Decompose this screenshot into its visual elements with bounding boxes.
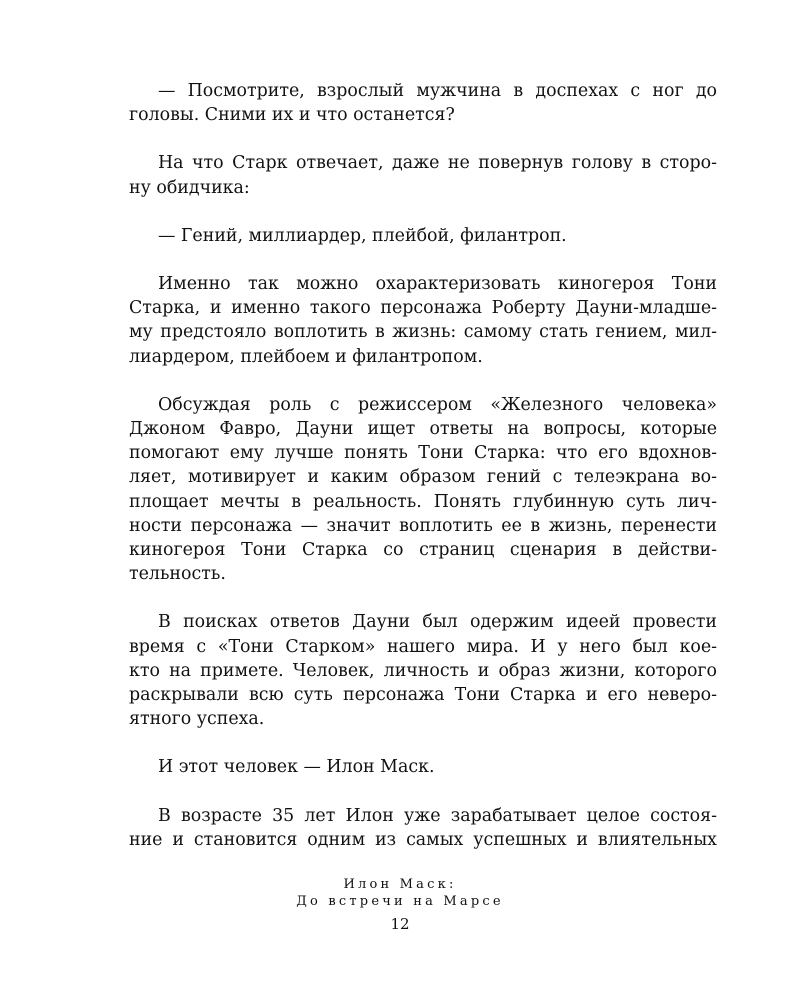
text-line: И этот человек — Илон Маск. [158,757,435,778]
text-line: ну обидчика: [129,177,250,198]
text-line: кто на примете. Человек, личность и образ жизни, которого [129,660,717,681]
text-line: — Посмотрите, взрослый мужчина в доспехах с ног до [158,81,717,101]
running-footer-title: До встречи на Марсе [296,894,504,909]
text-line: му предстояло воплотить в жизнь: самому стать гением, мил- [129,322,717,343]
text-line: помогают ему лучше понять Тони Старка: что его вдохнов- [129,443,717,464]
text-line: лиардером, плейбоем и филантропом. [129,346,483,367]
text-line: Обсуждая роль с режиссером «Железного человека» [158,394,717,415]
text-line: головы. Сними их и что останется? [129,105,455,126]
paragraph-stark-reply [129,151,717,199]
text-line: тельность. [129,564,226,585]
text-line: Старка, и именно такого персонажа Роберту Дауни-младше- [129,298,717,319]
text-line: время с «Тони Старком» нашего мира. И у него был кое- [129,636,717,657]
text-line: — Гений, миллиардер, плейбой, филантроп. [158,225,567,246]
text-line: ляет, мотивирует и каким образом гений с телеэкрана во- [129,467,717,488]
text-line: ности персонажа — значит воплотить ее в жизнь, перенести [129,515,717,536]
paragraph-musk-reveal [129,755,717,779]
paragraph-characterization [129,272,717,369]
text-line: киногероя Тони Старка со страниц сценария в действи- [129,540,717,561]
text-line: площает мечты в реальность. Понять глубинную суть лич- [129,491,717,512]
text-line: ние и становится одним из самых успешных и влиятельных [129,829,717,850]
text-line: На что Старк отвечает, даже не повернув голову в сторо- [158,153,717,174]
running-footer-author: Илон Маск: [343,877,457,892]
page-number: 12 [390,915,410,933]
text-line: В поисках ответов Дауни был одержим идеей провести [158,612,717,633]
paragraph-search [129,610,717,731]
paragraph-dialogue-2 [129,224,717,248]
paragraph-dialogue-1 [129,79,717,127]
text-line: Именно так можно охарактеризовать киногероя Тони [158,274,717,295]
text-line: Джоном Фавро, Дауни ищет ответы на вопросы, которые [129,419,717,440]
text-line: ятного успеха. [129,709,265,730]
page-body [129,79,717,876]
text-line: раскрывали всю суть персонажа Тони Старка и его неверо- [129,685,717,706]
paragraph-age-35 [129,804,717,852]
paragraph-favreau [129,393,717,587]
text-line: В возрасте 35 лет Илон уже зарабатывает целое состоя- [158,805,717,826]
